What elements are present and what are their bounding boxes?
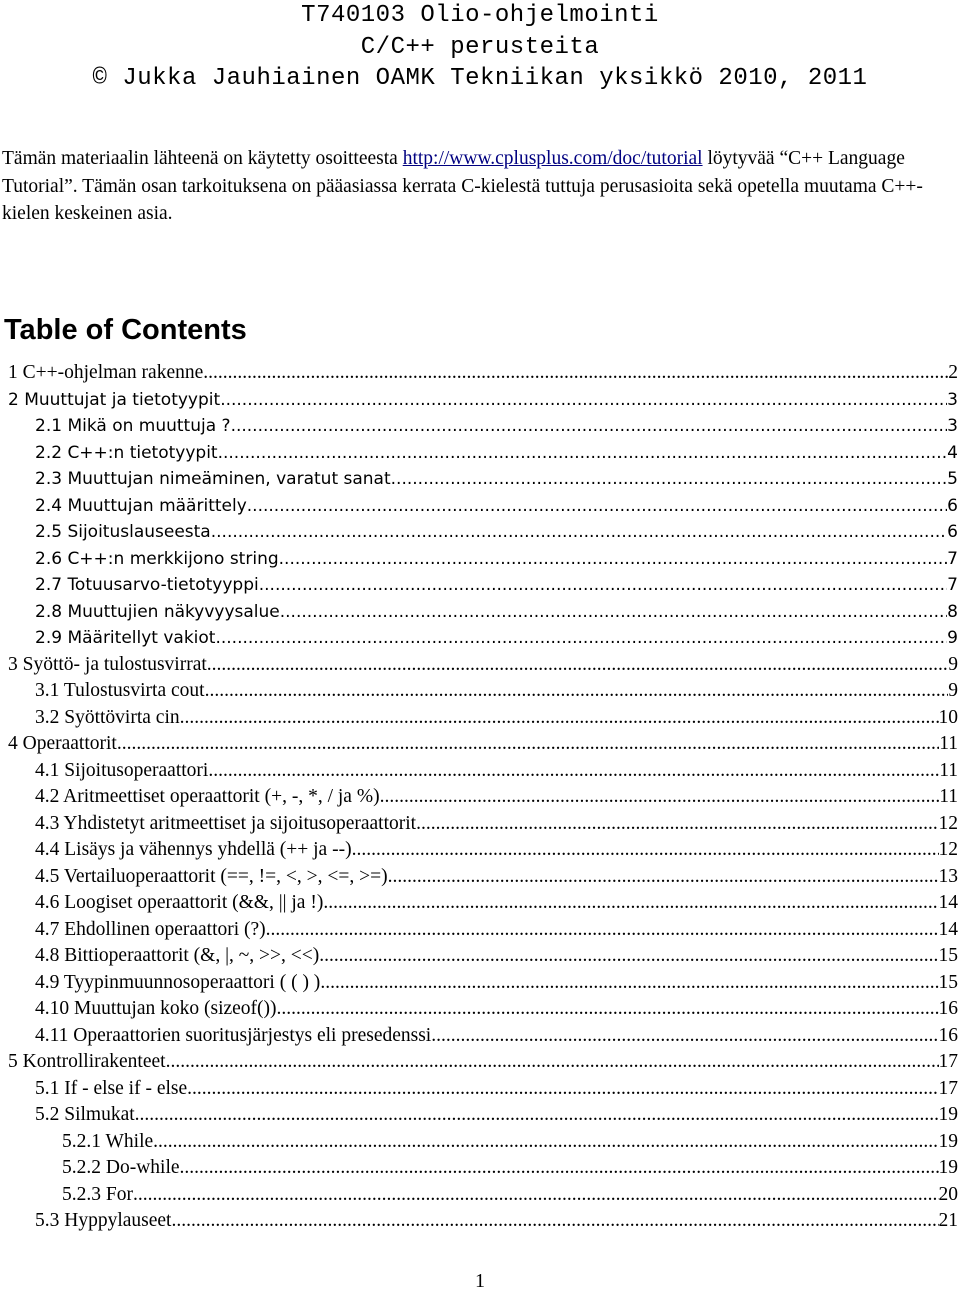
toc-leader-dots — [218, 440, 948, 467]
toc-leader-dots — [323, 890, 938, 917]
toc-entry-text: 3 Syöttö- ja tulostusvirrat — [8, 653, 207, 675]
intro-text-end: löytyvää “C++ Language Tutorial”. Tämän osan tarkoituksena on pääasiassa kerrata C-kielestä tuttuja perusasioita sekä opetella muutama C++-kielen keskeinen asia. — [2, 148, 923, 224]
toc-leader-dots — [153, 1129, 938, 1156]
toc-entry-page: 8 — [947, 601, 958, 622]
toc-entry[interactable] — [0, 731, 958, 758]
toc-entry-page: 5 — [947, 469, 958, 489]
toc-entry-page: 17 — [938, 1051, 958, 1072]
toc-entry-text: 4.6 Loogiset operaattorit (&&, || ja !) — [35, 892, 324, 913]
toc-entry-text: 4.10 Muuttujan koko (sizeof()) — [35, 998, 277, 1019]
toc-entry[interactable] — [0, 1076, 958, 1103]
toc-leader-dots — [166, 1049, 939, 1076]
toc-leader-dots — [266, 917, 939, 944]
toc-entry-page: 12 — [938, 812, 958, 834]
page-number: 1 — [475, 1270, 485, 1292]
toc-entry-page: 16 — [938, 998, 958, 1019]
toc-entry[interactable] — [0, 599, 958, 626]
toc-entry-text: 2.2 C++:n tietotyypit — [35, 442, 218, 463]
toc-entry[interactable] — [0, 1155, 958, 1182]
toc-entry-page: 9 — [948, 653, 958, 675]
toc-leader-dots — [259, 572, 947, 599]
toc-leader-dots — [180, 705, 939, 732]
toc-entry-text: 5.2.1 While — [62, 1130, 154, 1152]
toc-entry-text: 5 Kontrollirakenteet — [8, 1051, 166, 1072]
toc-entry-page: 7 — [947, 548, 958, 569]
toc-entry-page: 9 — [948, 680, 958, 701]
toc-entry-text: 4.11 Operaattorien suoritusjärjestys eli presedenssi — [35, 1024, 432, 1046]
toc-entry[interactable] — [0, 943, 958, 970]
toc-entry[interactable] — [0, 1129, 958, 1156]
toc-leader-dots — [205, 678, 949, 705]
toc-leader-dots — [187, 1076, 938, 1103]
toc-leader-dots — [320, 970, 938, 997]
toc-entry-text: 5.2.2 Do-while — [62, 1157, 180, 1178]
copyright-line: © Jukka Jauhiainen OAMK Tekniikan yksikkö 2010, 2011 — [92, 65, 868, 92]
toc-entry[interactable] — [0, 811, 958, 838]
table-of-contents — [0, 360, 958, 1235]
toc-entry[interactable] — [0, 837, 958, 864]
toc-entry[interactable] — [0, 890, 958, 917]
document-header — [0, 0, 960, 95]
toc-entry[interactable] — [0, 625, 958, 652]
toc-entry-text: 4.7 Ehdollinen operaattori (?) — [35, 918, 266, 940]
toc-entry-text: 4.8 Bittioperaattorit (&, |, ~, >>, <<) — [35, 945, 320, 966]
toc-entry-page: 19 — [938, 1104, 958, 1125]
toc-entry-page: 21 — [938, 1210, 958, 1231]
course-title: T740103 Olio-ohjelmointi — [301, 2, 659, 29]
toc-leader-dots — [388, 864, 939, 891]
toc-leader-dots — [391, 466, 948, 493]
toc-entry-page: 13 — [938, 865, 958, 887]
toc-entry[interactable] — [0, 1049, 958, 1076]
document-title: C/C++ perusteita — [360, 33, 600, 61]
toc-leader-dots — [280, 599, 947, 626]
toc-entry-text: 4 Operaattorit — [8, 733, 117, 754]
toc-entry-text: 2 Muuttujat ja tietotyypit — [8, 389, 221, 410]
toc-leader-dots — [352, 837, 939, 864]
toc-entry[interactable] — [0, 1023, 958, 1050]
toc-leader-dots — [211, 519, 947, 546]
toc-entry-text: 2.9 Määritellyt vakiot — [35, 628, 216, 648]
tutorial-link[interactable]: http://www.cplusplus.com/doc/tutorial — [402, 148, 703, 169]
intro-paragraph — [2, 145, 952, 228]
toc-entry[interactable] — [0, 864, 958, 891]
toc-leader-dots — [171, 1208, 938, 1235]
toc-entry-text: 4.1 Sijoitusoperaattori — [35, 759, 209, 781]
toc-entry[interactable] — [0, 413, 958, 440]
toc-entry[interactable] — [0, 996, 958, 1023]
toc-entry-text: 2.8 Muuttujien näkyvyysalue — [35, 601, 280, 622]
toc-entry[interactable] — [0, 652, 958, 679]
toc-entry-text: 3.1 Tulostusvirta cout — [35, 680, 205, 701]
toc-leader-dots — [416, 811, 938, 838]
toc-entry-text: 4.4 Lisäys ja vähennys yhdellä (++ ja --) — [35, 839, 352, 860]
toc-entry[interactable] — [0, 705, 958, 732]
toc-entry-page: 11 — [939, 733, 958, 754]
toc-entry-page: 14 — [938, 892, 958, 913]
toc-entry-page: 6 — [947, 522, 958, 542]
toc-entry-text: 2.1 Mikä on muuttuja ? — [35, 416, 231, 436]
toc-leader-dots — [208, 758, 939, 785]
toc-entry-text: 5.2.3 For — [62, 1183, 133, 1205]
toc-entry-text: 4.5 Vertailuoperaattorit (==, !=, <, >, <=, >=) — [35, 865, 388, 887]
toc-entry-page: 16 — [938, 1024, 958, 1046]
toc-entry-page: 2 — [948, 362, 958, 383]
toc-entry[interactable] — [0, 758, 958, 785]
toc-entry-page: 4 — [947, 442, 958, 463]
toc-leader-dots — [247, 493, 947, 520]
toc-leader-dots — [117, 731, 939, 758]
intro-text-start: Tämän materiaalin lähteenä on käytetty osoitteesta — [2, 148, 403, 169]
toc-entry-page: 10 — [938, 706, 958, 728]
toc-entry-text: 2.3 Muuttujan nimeäminen, varatut sanat — [35, 469, 391, 489]
toc-leader-dots — [135, 1102, 939, 1129]
toc-entry[interactable] — [0, 678, 958, 705]
toc-title: Table of Contents — [4, 314, 247, 346]
toc-leader-dots — [231, 413, 948, 440]
toc-entry[interactable] — [0, 493, 958, 520]
toc-entry-page: 17 — [938, 1077, 958, 1099]
toc-leader-dots — [203, 360, 948, 387]
toc-entry-page: 6 — [947, 495, 958, 516]
toc-entry-page: 12 — [938, 839, 958, 860]
toc-entry-page: 15 — [938, 971, 958, 993]
toc-entry[interactable] — [0, 360, 958, 387]
toc-entry-page: 7 — [947, 575, 958, 595]
toc-leader-dots — [431, 1023, 938, 1050]
toc-entry-text: 2.6 C++:n merkkijono string — [35, 548, 279, 569]
toc-leader-dots — [380, 784, 940, 811]
toc-leader-dots — [220, 387, 947, 414]
toc-entry-text: 3.2 Syöttövirta cin — [35, 706, 180, 728]
toc-entry-text: 2.4 Muuttujan määrittely — [35, 495, 247, 516]
toc-entry-page: 14 — [938, 918, 958, 940]
toc-entry[interactable] — [0, 784, 958, 811]
toc-entry-page: 11 — [939, 786, 958, 807]
toc-entry-text: 1 C++-ohjelman rakenne — [8, 362, 204, 383]
toc-entry-text: 4.9 Tyypinmuunnosoperaattori ( ( ) ) — [35, 971, 321, 993]
toc-entry-page: 9 — [947, 628, 958, 648]
toc-entry-text: 5.3 Hyppylauseet — [35, 1210, 172, 1231]
toc-leader-dots — [180, 1155, 939, 1182]
toc-leader-dots — [279, 546, 948, 573]
toc-entry[interactable] — [0, 519, 958, 546]
toc-entry-page: 11 — [939, 759, 958, 781]
toc-entry-page: 20 — [938, 1183, 958, 1205]
toc-entry-page: 3 — [947, 389, 958, 410]
toc-entry-text: 4.2 Aritmeettiset operaattorit (+, -, *, / ja %) — [35, 786, 380, 807]
toc-entry[interactable] — [0, 572, 958, 599]
toc-entry[interactable] — [0, 970, 958, 997]
toc-entry-page: 19 — [938, 1130, 958, 1152]
toc-entry[interactable] — [0, 1208, 958, 1235]
toc-entry-text: 5.2 Silmukat — [35, 1104, 135, 1125]
toc-entry-text: 2.7 Totuusarvo-tietotyyppi — [35, 575, 259, 595]
toc-leader-dots — [215, 625, 947, 652]
toc-entry-page: 15 — [938, 945, 958, 966]
toc-entry[interactable] — [0, 466, 958, 493]
toc-leader-dots — [207, 652, 948, 679]
toc-entry-text: 5.1 If - else if - else — [35, 1077, 188, 1099]
toc-entry[interactable] — [0, 917, 958, 944]
toc-entry-page: 3 — [947, 416, 958, 436]
toc-entry[interactable] — [0, 1102, 958, 1129]
toc-entry[interactable] — [0, 440, 958, 467]
toc-entry-text: 4.3 Yhdistetyt aritmeettiset ja sijoitusoperaattorit — [35, 812, 417, 834]
toc-leader-dots — [319, 943, 938, 970]
toc-leader-dots — [133, 1182, 939, 1209]
toc-entry-page: 19 — [938, 1157, 958, 1178]
toc-leader-dots — [277, 996, 939, 1023]
toc-entry[interactable] — [0, 1182, 958, 1209]
toc-entry[interactable] — [0, 387, 958, 414]
toc-entry[interactable] — [0, 546, 958, 573]
toc-entry-text: 2.5 Sijoituslauseesta — [35, 522, 211, 542]
